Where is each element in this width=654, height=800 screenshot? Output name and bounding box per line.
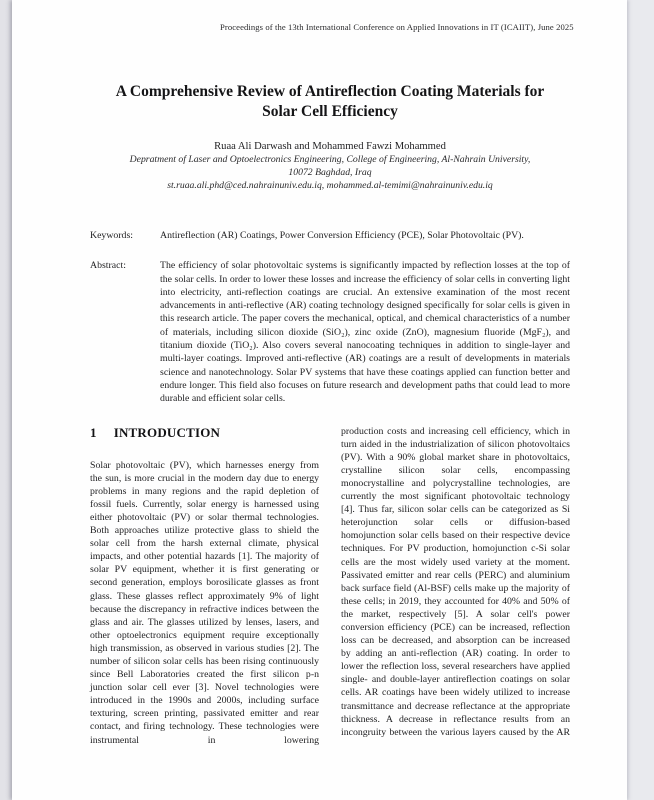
author-emails: st.ruaa.ali.phd@ced.nahrainuniv.edu.iq, mohammed.al-temimi@nahrainuniv.edu.iq bbox=[167, 180, 493, 191]
left-column bbox=[90, 425, 319, 747]
author-names: Ruaa Ali Darwash and Mohammed Fawzi Mohammed bbox=[214, 141, 446, 152]
paper-title bbox=[90, 82, 570, 122]
paper-title-line-2: Solar Cell Efficiency bbox=[262, 103, 398, 120]
section-1-heading bbox=[90, 425, 319, 441]
intro-paragraph-left: Solar photovoltaic (PV), which harnesses energy from the sun, is more crucial in the modern day due to energy problems in many regions and the rapid depletion of fossil fuels. Currently, solar energy is harnessed using either photovoltaic (PV) or solar thermal technologies. Both approaches utilize protective glass to shield the solar cell from the harsh external climate, physical impacts, and other potential hazards [1]. The majority of solar PV equipment, whether it is first generating or second generation, employs borosilicate glasses as front glass. These glasses reflect approximately 9% of light because the discrepancy in refractive indices between the glass and air. The glasses utilized by lenses, lasers, and other optoelectronics equipment require exceptionally high transmission, as observed in various studies [2]. The number of silicon solar cells has been rising continuously since Bell Laboratories created the first silicon p-n junction solar cell ever [3]. Novel technologies were introduced in the 1990s and 2000s, including surface texturing, screen printing, passivated emitter and rear contact, and firing technology. These technologies were instrumental in lowering bbox=[90, 459, 319, 746]
section-1-title: INTRODUCTION bbox=[113, 424, 221, 440]
paper-title-line-1: A Comprehensive Review of Antireflection Coating Materials for bbox=[115, 83, 545, 100]
section-1-number: 1 bbox=[90, 424, 97, 440]
keywords-text: Antireflection (AR) Coatings, Power Conversion Efficiency (PCE), Solar Photovoltaic (PV). bbox=[160, 230, 524, 241]
intro-paragraph-right: production costs and increasing cell efficiency, which in turn aided in the industrialization of silicon photovoltaics (PV). With a 90% global market share in photovoltaics, crystalline silicon solar cells, encompassing monocrystalline and polycrystalline technologies, are currently the most significant photovoltaic technology [4]. Thus far, silicon solar cells can be categorized as Si heterojunction solar cells or diffusion-based homojunction solar cells based on their respective device techniques. For PV production, homojunction c-Si solar cells are the most widely used variety at the moment. Passivated emitter and rear cells (PERC) and aluminium back surface field (Al-BSF) cells make up the majority of these cells; in 2019, they accounted for 40% and 50% of the market, respectively [5]. A solar cell's power conversion efficiency (PCE) can be increased, reflection loss can be decreased, and absorption can be increased by adding an anti-reflection (AR) coating. In order to lower the reflection loss, several researchers have applied single- and double-layer antireflection coatings on solar cells. AR coatings have been widely utilized to increase transmittance and decrease reflectance at the appropriate thickness. A decrease in reflectance results from an incongruity between the various layers caused by the AR bbox=[341, 425, 570, 738]
right-column bbox=[341, 425, 570, 747]
two-column-body bbox=[90, 425, 570, 747]
abstract-text: The efficiency of solar photovoltaic systems is significantly impacted by reflection losses at the top of the solar cells. In order to lower these losses and increase the efficiency of solar cells in converting light into electricity, anti-reflection coatings are crucial. An extensive examination of the most recent advancements in anti-reflective (AR) coating technology designed specifically for solar cells is given in this research article. The paper covers the mechanical, optical, and chemical characteristics of a number of materials, including silicon dioxide (SiO₂), zinc oxide (ZnO), magnesium fluoride (MgF₂), and titanium dioxide (TiO₂). Also covers several nanocoating techniques in addition to single-layer and multi-layer coatings. Improved anti-reflective (AR) coatings are a result of developments in materials science and nanotechnology. Solar PV systems that have these coatings applied can function better and endure longer. This field also focuses on future research and development paths that could lead to more durable and efficient solar cells. bbox=[160, 260, 570, 405]
running-header: Proceedings of the 13th International Conference on Applied Innovations in IT (ICAIIT), June 2025 bbox=[220, 22, 574, 32]
affiliation-line-2: 10072 Baghdad, Iraq bbox=[288, 167, 372, 178]
abstract-row bbox=[90, 259, 570, 405]
keywords-row bbox=[90, 229, 570, 242]
abstract-label: Abstract: bbox=[90, 260, 126, 272]
keywords-label: Keywords: bbox=[90, 230, 133, 241]
paper-page bbox=[12, 0, 627, 800]
affiliation-line-1: Depratment of Laser and Optoelectronics Engineering, College of Engineering, Al-Nahrain University, bbox=[129, 154, 531, 165]
affiliation-block bbox=[90, 153, 570, 192]
